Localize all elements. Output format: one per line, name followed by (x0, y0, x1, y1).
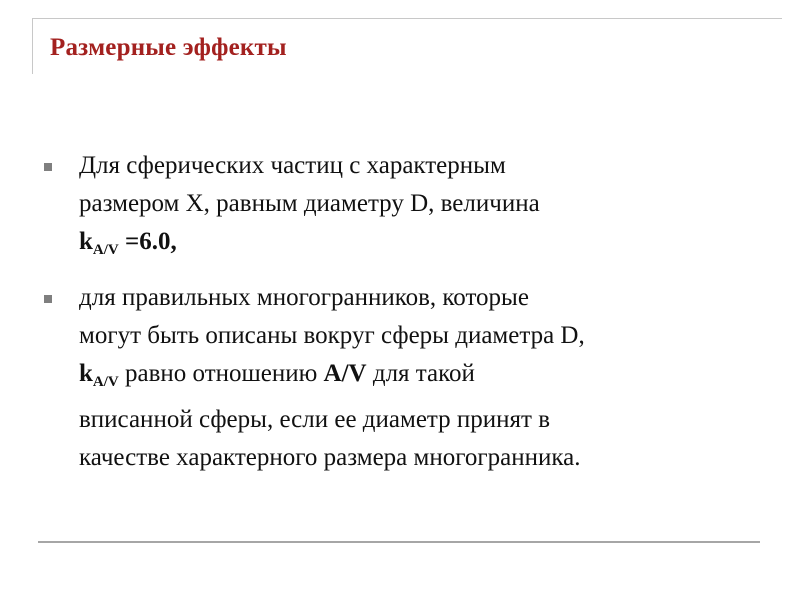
bottom-rule (38, 541, 760, 543)
bullet-item-2 (44, 279, 764, 477)
k-symbol: k (79, 228, 93, 255)
bullet-1-line-2: размером X, равным диаметру D, величина (79, 190, 540, 217)
bullet-2-line-1: для правильных многогранников, которые (79, 284, 529, 311)
slide-content (44, 147, 764, 487)
bullet-2-tail-text: для такой (366, 360, 475, 387)
left-rule (32, 18, 33, 74)
k-subscript: A/V (92, 242, 119, 258)
bullet-2-line-2: могут быть описаны вокруг сферы диаметра D, (79, 322, 585, 349)
k-value: =6.0, (118, 228, 177, 255)
bullet-2-mid-text: равно отношению (118, 360, 324, 387)
slide-title: Размерные эффекты (50, 34, 287, 61)
bullet-2-line-5: качестве характерного размера многогранника. (79, 444, 581, 471)
k-subscript: A/V (92, 374, 119, 390)
bullet-2-line-4: вписанной сферы, если ее диаметр принят в (79, 406, 551, 433)
bullet-1-line-1: Для сферических частиц с характерным (79, 152, 506, 179)
k-symbol: k (79, 360, 93, 387)
bullet-marker (44, 295, 52, 303)
top-rule (32, 18, 782, 19)
bullet-marker (44, 163, 52, 171)
ratio-term: A/V (323, 360, 367, 387)
bullet-item-1 (44, 147, 764, 269)
